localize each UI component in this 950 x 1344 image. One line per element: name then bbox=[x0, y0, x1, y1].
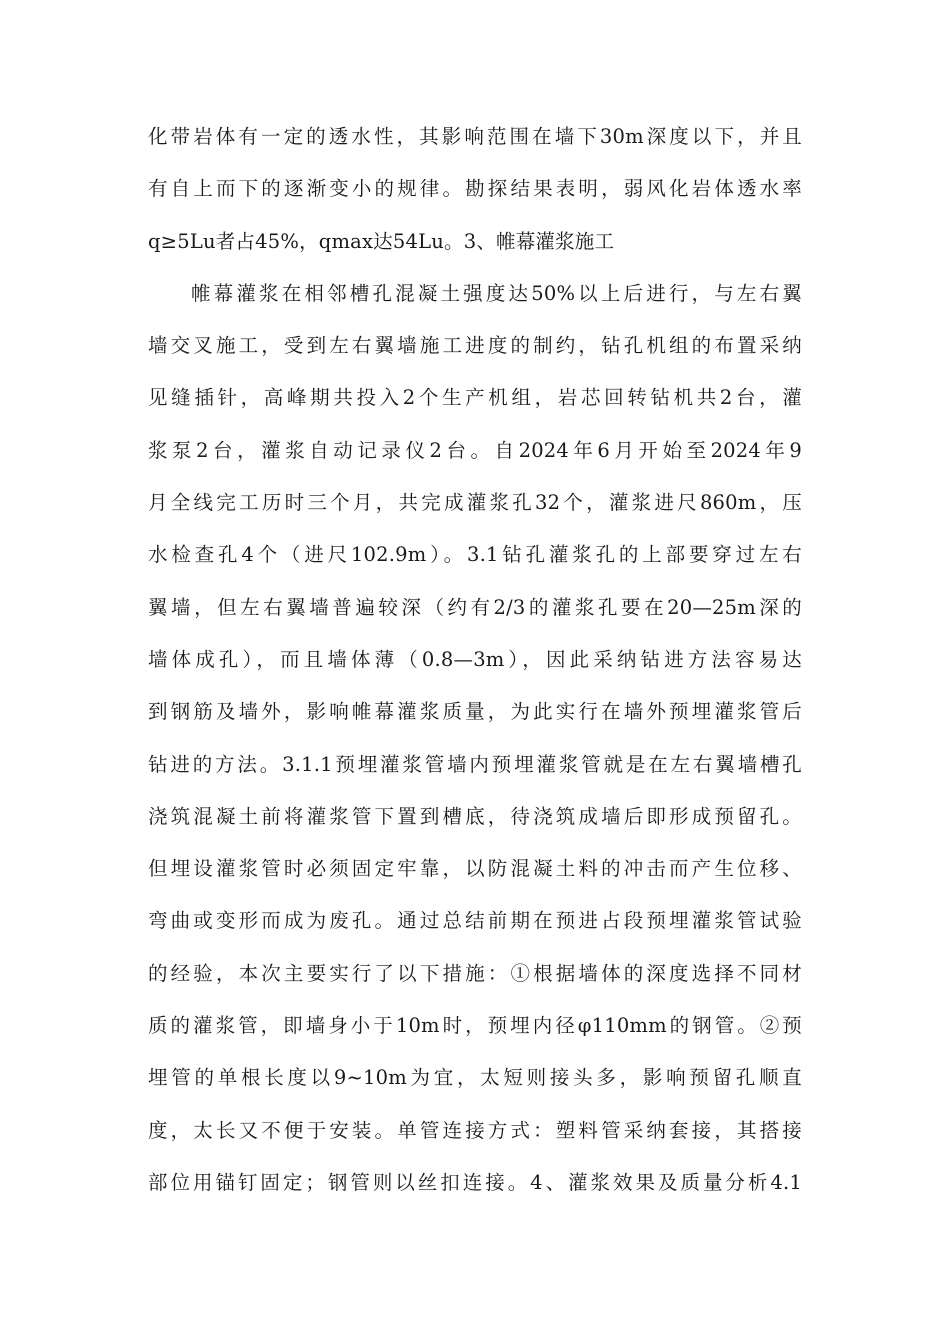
text-line: 到钢筋及墙外，影响帷幕灌浆质量，为此实行在墙外预埋灌浆管后 bbox=[148, 700, 802, 724]
text-line: 化带岩体有一定的透水性，其影响范围在墙下30m深度以下，并且 bbox=[148, 125, 802, 148]
text-line: 质的灌浆管，即墙身小于10m时，预埋内径φ110mm的钢管。②预 bbox=[148, 1014, 802, 1038]
paragraph-2 bbox=[148, 274, 802, 1215]
text-line: 墙交叉施工，受到左右翼墙施工进度的制约，钻孔机组的布置采纳 bbox=[148, 334, 802, 358]
text-line: 弯曲或变形而成为废孔。通过总结前期在预进占段预埋灌浆管试验 bbox=[148, 909, 802, 933]
text-line: 钻进的方法。3.1.1预埋灌浆管墙内预埋灌浆管就是在左右翼墙槽孔 bbox=[148, 752, 802, 776]
text-line: 墙体成孔），而且墙体薄（0.8—3m），因此采纳钻进方法容易达 bbox=[148, 647, 802, 671]
text-line: 的经验，本次主要实行了以下措施：①根据墙体的深度选择不同材 bbox=[148, 961, 802, 985]
text-line: 部位用锚钉固定；钢管则以丝扣连接。4、灌浆效果及质量分析4.1 bbox=[148, 1170, 802, 1194]
paragraph-1 bbox=[148, 117, 802, 274]
text-line: 度，太长又不便于安装。单管连接方式：塑料管采纳套接，其搭接 bbox=[148, 1118, 802, 1142]
text-line: 帷幕灌浆在相邻槽孔混凝土强度达50%以上后进行，与左右翼 bbox=[191, 281, 802, 305]
text-line: 有自上而下的逐渐变小的规律。勘探结果表明，弱风化岩体透水率 bbox=[148, 177, 802, 201]
text-line: 浇筑混凝土前将灌浆管下置到槽底，待浇筑成墙后即形成预留孔。 bbox=[148, 804, 802, 828]
text-line: 水检查孔4个（进尺102.9m）。3.1钻孔灌浆孔的上部要穿过左右 bbox=[148, 543, 802, 567]
text-line: 浆泵2台，灌浆自动记录仪2台。自2024年6月开始至2024年9 bbox=[148, 438, 802, 462]
text-line: 月全线完工历时三个月，共完成灌浆孔32个，灌浆进尺860m，压 bbox=[148, 491, 802, 515]
text-line: 但埋设灌浆管时必须固定牢靠，以防混凝土料的冲击而产生位移、 bbox=[148, 857, 802, 881]
text-line: 见缝插针，高峰期共投入2个生产机组，岩芯回转钻机共2台，灌 bbox=[148, 386, 802, 410]
text-line: 埋管的单根长度以9~10m为宜，太短则接头多，影响预留孔顺直 bbox=[148, 1066, 802, 1090]
text-line: q≥5Lu者占45%，qmax达54Lu。3、帷幕灌浆施工 bbox=[148, 229, 615, 253]
body-text bbox=[148, 117, 802, 1215]
text-line: 翼墙，但左右翼墙普遍较深（约有2/3的灌浆孔要在20—25m深的 bbox=[148, 595, 802, 619]
